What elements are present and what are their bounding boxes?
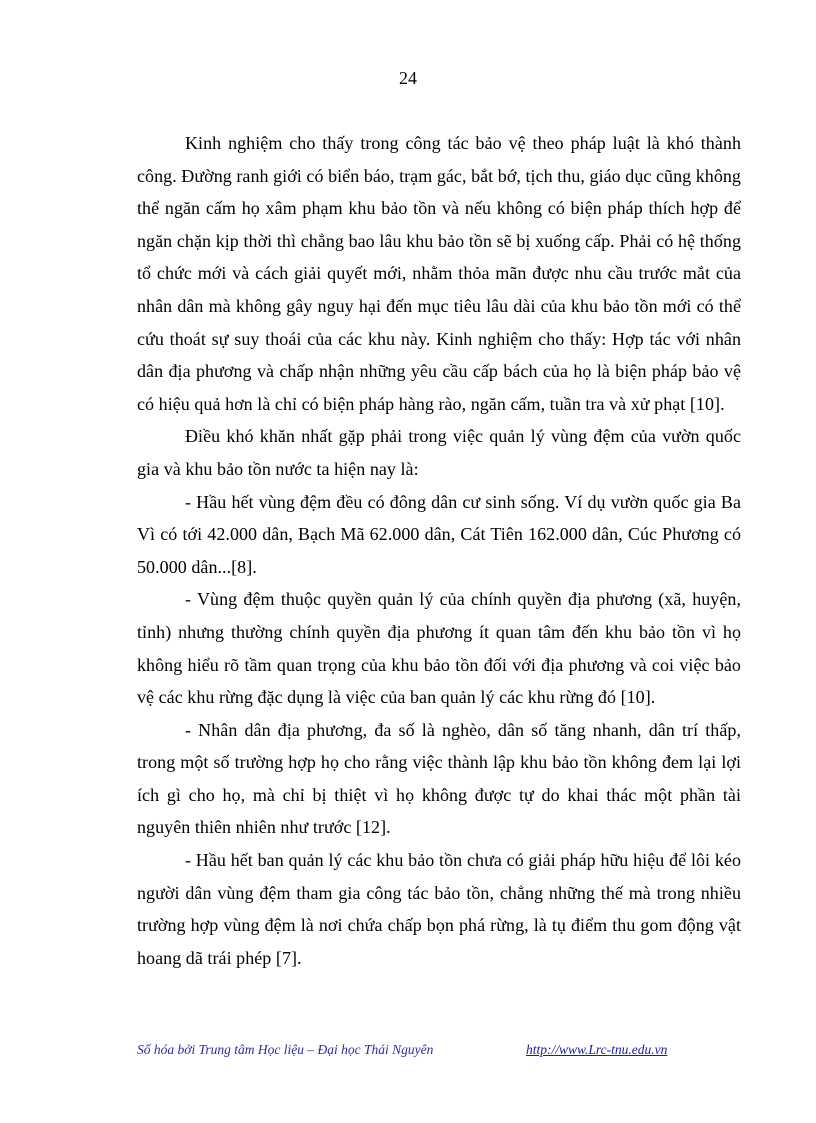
paragraph-local-authority: - Vùng đệm thuộc quyền quản lý của chính quyền địa phương (xã, huyện, tỉnh) nhưng thường chính quyền địa phương ít quan tâm đến khu bảo tồn vì họ không hiểu rõ tầm quan trọng của khu bảo tồn đối với địa phương và coi việc bảo vệ các khu rừng đặc dụng là việc của ban quản lý các khu rừng đó [10]. bbox=[137, 589, 741, 708]
footer-digitized-by: Số hóa bởi Trung tâm Học liệu – Đại học Thái Nguyên bbox=[137, 1042, 434, 1057]
paragraph-management-boards: - Hầu hết ban quản lý các khu bảo tồn chưa có giải pháp hữu hiệu để lôi kéo người dân vùng đệm tham gia công tác bảo tồn, chẳng những thế mà trong nhiều trường hợp vùng đệm là nơi chứa chấp bọn phá rừng, là tụ điểm thu gom động vật hoang dã trái phép [7]. bbox=[137, 850, 741, 968]
paragraph-population: - Hầu hết vùng đệm đều có đông dân cư sinh sống. Ví dụ vườn quốc gia Ba Vì có tới 42.000 dân, Bạch Mã 62.000 dân, Cát Tiên 162.000 dân, Cúc Phương có 50.000 dân...[8]. bbox=[137, 491, 741, 577]
paragraph-difficulties-intro: Điều khó khăn nhất gặp phải trong việc quản lý vùng đệm của vườn quốc gia và khu bảo tồn nước ta hiện nay là: bbox=[137, 426, 741, 479]
paragraph-experience: Kinh nghiệm cho thấy trong công tác bảo vệ theo pháp luật là khó thành công. Đường ranh giới có biển báo, trạm gác, bắt bớ, tịch thu, giáo dục cũng không thể ngăn cấm họ xâm phạm khu bảo tồn và nếu không có biện pháp thích hợp để ngăn chặn kịp thời thì chẳng bao lâu khu bảo tồn sẽ bị xuống cấp. Phải có hệ thống tổ chức mới và cách giải quyết mới, nhằm thỏa mãn được nhu cầu trước mắt của nhân dân mà không gây nguy hại đến mục tiêu lâu dài của khu bảo tồn mới có thể cứu thoát sự suy thoái của các khu này. Kinh nghiệm cho thấy: Hợp tác với nhân dân địa phương và chấp nhận những yêu cầu cấp bách của họ là biện pháp bảo vệ có hiệu quả hơn là chỉ có biện pháp hàng rào, ngăn cấm, tuần tra và xử phạt [10]. bbox=[137, 133, 741, 414]
paragraph-local-people: - Nhân dân địa phương, đa số là nghèo, dân số tăng nhanh, dân trí thấp, trong một số trường hợp họ cho rằng việc thành lập khu bảo tồn không đem lại lợi ích gì cho họ, mà chỉ bị thiệt vì họ không được tự do khai thác một phần tài nguyên thiên nhiên như trước [12]. bbox=[137, 719, 741, 838]
document-body bbox=[137, 127, 741, 974]
footer-website-link[interactable]: http://www.Lrc-tnu.edu.vn bbox=[526, 1042, 668, 1057]
page-number: 24 bbox=[399, 68, 417, 88]
